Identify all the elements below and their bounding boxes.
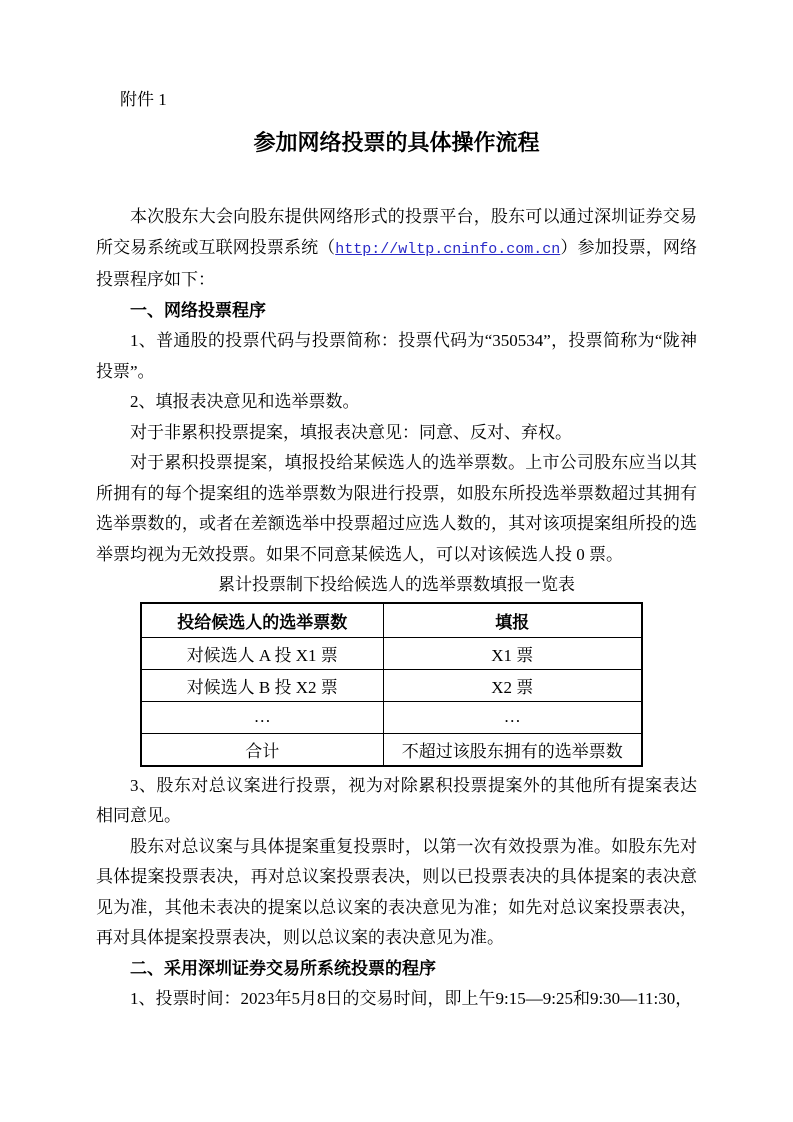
paragraph-fill-opinions: 2、填报表决意见和选举票数。	[130, 392, 360, 411]
paragraph-voting-code: 1、普通股的投票代码与投票简称：投票代码为“350534”，投票简称为“陇神投票”。	[96, 331, 697, 381]
voting-website-link[interactable]: http://wltp.cninfo.com.cn	[335, 240, 561, 258]
table-cell-ellipsis: …	[141, 701, 383, 733]
page-title: 参加网络投票的具体操作流程	[253, 130, 540, 155]
table-header-row	[141, 603, 642, 638]
table-row	[141, 669, 642, 701]
table-cell-candidate-b: 对候选人 B 投 X2 票	[141, 669, 383, 701]
table-header-fill: 填报	[383, 603, 642, 638]
table-row	[141, 733, 642, 766]
table-cell-total: 合计	[141, 733, 383, 766]
table-cell-candidate-b-fill: X2 票	[383, 669, 642, 701]
table-cell-candidate-a: 对候选人 A 投 X1 票	[141, 637, 383, 669]
table-caption: 累计投票制下投给候选人的选举票数填报一览表	[218, 575, 575, 594]
section2-heading: 二、采用深圳证券交易所系统投票的程序	[130, 958, 436, 978]
intro-text-after-link: ）参加投票，网络投票程序如下：	[96, 237, 698, 289]
paragraph-non-cumulative: 对于非累积投票提案，填报表决意见：同意、反对、弃权。	[130, 422, 572, 442]
intro-paragraph	[96, 202, 697, 296]
paragraph-duplicate-voting: 股东对总议案与具体提案重复投票时，以第一次有效投票为准。如股东先对具体提案投票表决，再对总议案投票表决，则以已投票表决的具体提案的表决意见为准，其他未表决的提案以总议案的表决意见为准；如先对总议案投票表决，再对具体提案投票表决，则以总议案的表决意见为准。	[96, 836, 697, 947]
paragraph-general-proposal: 3、股东对总议案进行投票，视为对除累积投票提案外的其他所有提案表达相同意见。	[96, 775, 697, 825]
table-row	[141, 637, 642, 669]
paragraph-voting-time: 1、投票时间：2023年5月8日的交易时间，即上午9:15—9:25和9:30—11:30，	[130, 989, 693, 1008]
cumulative-voting-table	[140, 602, 643, 767]
paragraph-cumulative: 对于累积投票提案，填报投给某候选人的选举票数。上市公司股东应当以其所拥有的每个提案组的选举票数为限进行投票，如股东所投选举票数超过其拥有选举票数的，或者在差额选举中投票超过应选人数的，其对该项提案组所投的选举票均视为无效投票。如果不同意某候选人，可以对该候选人投 0 票。	[96, 453, 697, 564]
attachment-label: 附件 1	[120, 90, 167, 109]
table-cell-candidate-a-fill: X1 票	[383, 637, 642, 669]
intro-text-before-link: 本次股东大会向股东提供网络形式的投票平台，股东可以通过深圳证券交易所交易系统或互联网投票系统（	[96, 207, 697, 257]
section1-heading: 一、网络投票程序	[130, 300, 266, 320]
table-row	[141, 701, 642, 733]
table-cell-total-fill: 不超过该股东拥有的选举票数	[383, 733, 642, 766]
table-cell-ellipsis-fill: …	[383, 701, 642, 733]
table-header-votes: 投给候选人的选举票数	[141, 603, 383, 638]
